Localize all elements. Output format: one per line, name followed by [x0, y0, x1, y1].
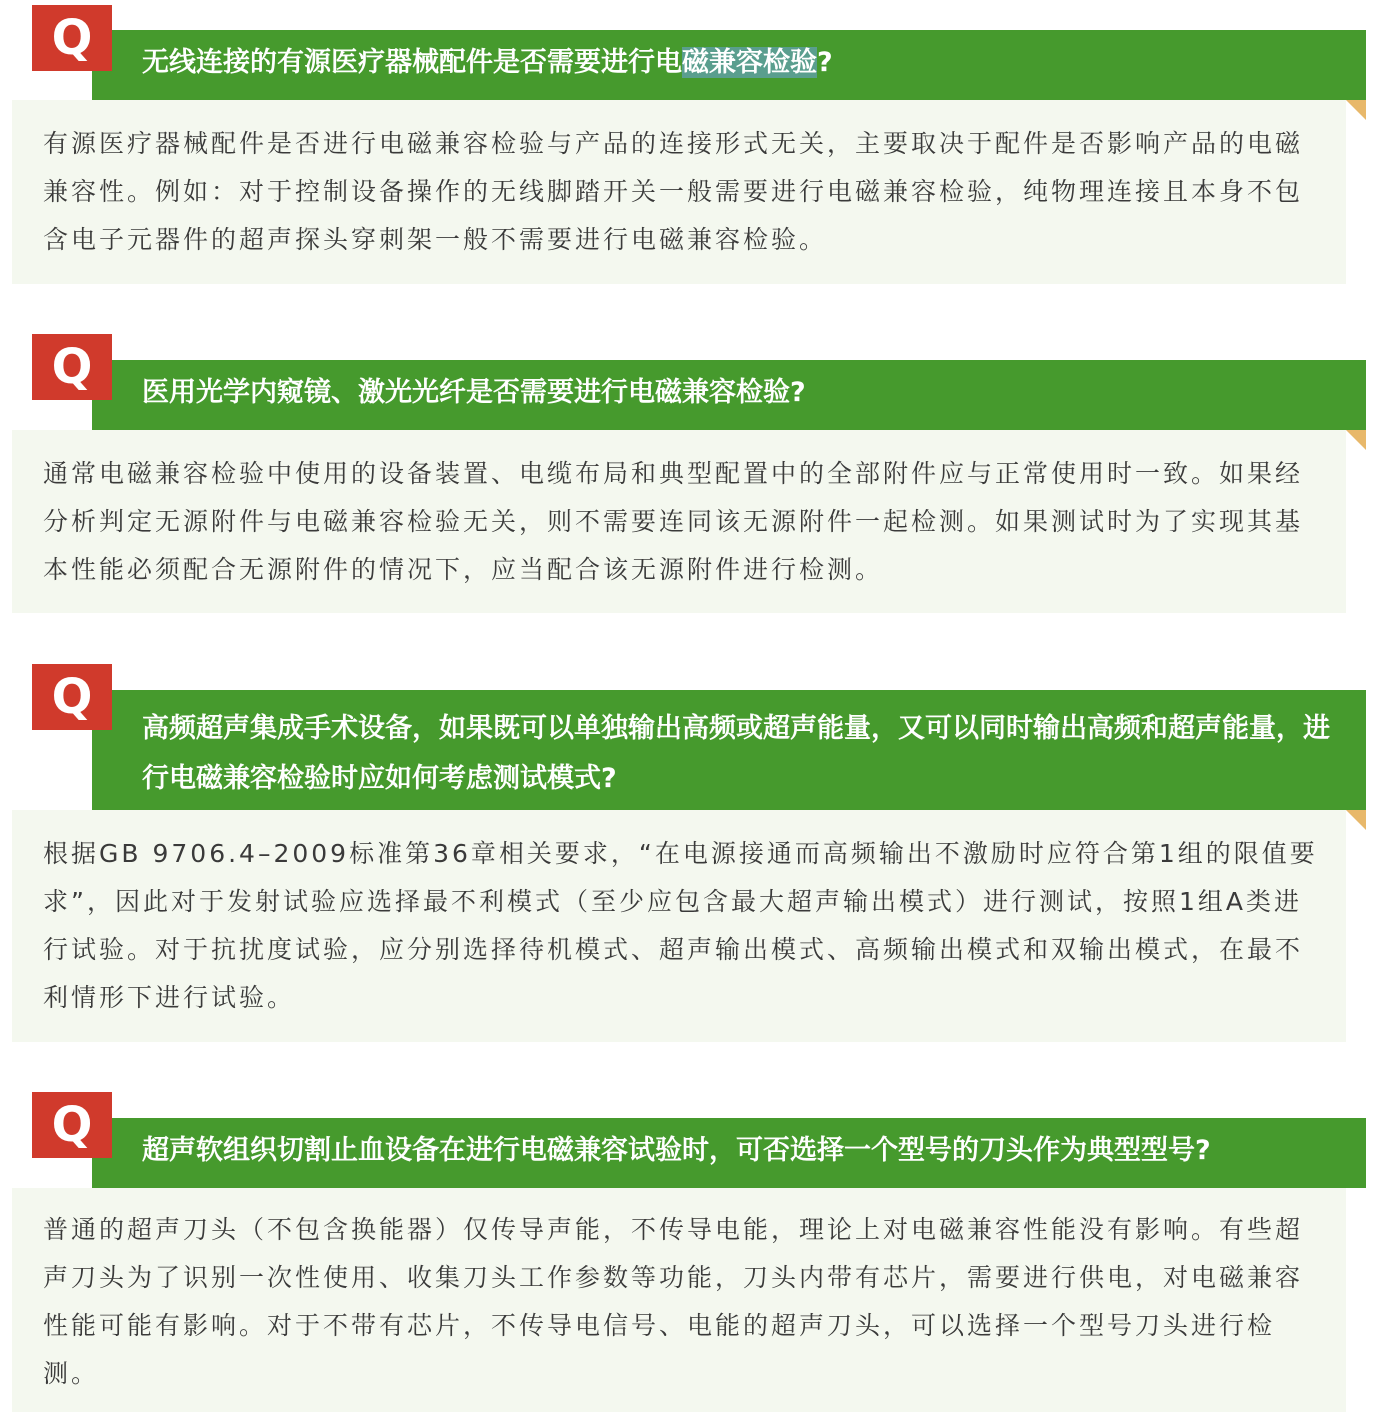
answer-box: [12, 810, 1346, 1042]
question-text: 高频超声集成手术设备，如果既可以单独输出高频或超声能量，又可以同时输出高频和超声能量，进行电磁兼容检验时应如何考虑测试模式?: [142, 713, 1330, 794]
corner-fold: [1346, 100, 1366, 120]
answer-box: [12, 430, 1346, 613]
answer-text: 根据GB 9706.4–2009标准第36章相关要求，“在电源接通而高频输出不激励时应符合第1组的限值要求”，因此对于发射试验应选择最不利模式（至少应包含最大超声输出模式）进行测试，按照1组A类进行试验。对于抗扰度试验，应分别选择待机模式、超声输出模式、高频输出模式和双输出模式，在最不利情形下进行试验。: [43, 839, 1318, 1012]
question-part: ?: [817, 47, 833, 78]
corner-fold: [1346, 810, 1366, 830]
q-badge: Q: [32, 1092, 112, 1158]
question-highlight: 磁兼容检验: [682, 47, 817, 78]
question-bar: [92, 30, 1366, 100]
question-bar: [92, 1118, 1366, 1188]
question-text: 超声软组织切割止血设备在进行电磁兼容试验时，可否选择一个型号的刀头作为典型型号?: [142, 1135, 1211, 1166]
q-badge: Q: [32, 664, 112, 730]
answer-text: 普通的超声刀头（不包含换能器）仅传导声能，不传导电能，理论上对电磁兼容性能没有影响。有些超声刀头为了识别一次性使用、收集刀头工作参数等功能，刀头内带有芯片，需要进行供电，对电磁兼容性能可能有影响。对于不带有芯片，不传导电信号、电能的超声刀头，可以选择一个型号刀头进行检测。: [43, 1215, 1304, 1388]
question-text: 医用光学内窥镜、激光光纤是否需要进行电磁兼容检验?: [142, 377, 806, 408]
corner-fold: [1346, 430, 1366, 450]
answer-box: [12, 1188, 1346, 1412]
question-bar: [92, 690, 1366, 810]
answer-text: 有源医疗器械配件是否进行电磁兼容检验与产品的连接形式无关，主要取决于配件是否影响产品的电磁兼容性。例如：对于控制设备操作的无线脚踏开关一般需要进行电磁兼容检验，纯物理连接且本身不包含电子元器件的超声探头穿刺架一般不需要进行电磁兼容检验。: [43, 129, 1304, 254]
answer-box: [12, 100, 1346, 284]
q-badge: Q: [32, 5, 112, 71]
question-text: [142, 44, 1342, 82]
answer-text: 通常电磁兼容检验中使用的设备装置、电缆布局和典型配置中的全部附件应与正常使用时一致。如果经分析判定无源附件与电磁兼容检验无关，则不需要连同该无源附件一起检测。如果测试时为了实现其基本性能必须配合无源附件的情况下，应当配合该无源附件进行检测。: [43, 459, 1304, 584]
question-part: 无线连接的有源医疗器械配件是否需要进行电: [142, 47, 682, 78]
question-bar: [92, 360, 1366, 430]
q-badge: Q: [32, 334, 112, 400]
